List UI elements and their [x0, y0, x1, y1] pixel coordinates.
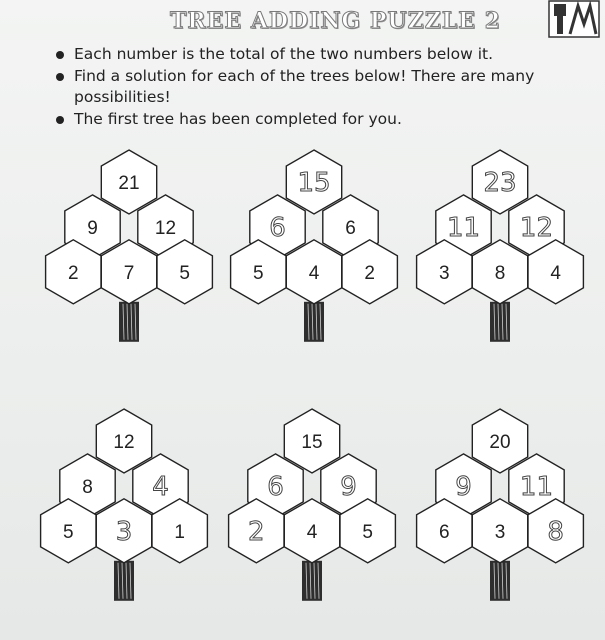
- rule-item: Find a solution for each of the trees below! There are many possibilities!: [56, 66, 576, 108]
- hex-value-mid-right: 11: [519, 471, 554, 502]
- hex-value-mid-right: 12: [154, 217, 177, 239]
- hex-value-mid-right: 9: [340, 471, 357, 502]
- hex-value-bottom-right: 1: [174, 521, 185, 543]
- hex-value-mid-left: 8: [82, 476, 93, 498]
- hex-value-bottom-left: 3: [439, 262, 450, 284]
- puzzle-tree: [231, 150, 398, 342]
- hex-value-mid-left: 11: [446, 212, 481, 243]
- hex-value-top: 12: [113, 432, 135, 453]
- hex-value-bottom-right: 2: [364, 262, 375, 284]
- puzzle-tree: [417, 150, 584, 342]
- puzzle-tree: [229, 409, 396, 601]
- hex-value-mid-left: 6: [269, 212, 286, 243]
- hex-value-bottom-left: 6: [439, 521, 450, 543]
- hex-value-bottom-right: 5: [179, 262, 190, 284]
- puzzle-tree: [46, 150, 213, 342]
- hex-value-mid-right: 12: [519, 212, 554, 243]
- hex-value-bottom-center: 3: [115, 516, 133, 547]
- rule-item: Each number is the total of the two numbers below it.: [56, 44, 576, 65]
- hex-value-bottom-center: 4: [308, 262, 320, 284]
- hex-value-bottom-right: 5: [362, 521, 373, 543]
- hex-value-bottom-left: 5: [253, 262, 264, 284]
- hex-value-mid-left: 9: [455, 471, 472, 502]
- hex-value-top: 21: [118, 173, 140, 194]
- hex-value-bottom-center: 3: [494, 521, 506, 543]
- hex-value-top: 23: [483, 168, 517, 198]
- rule-item: The first tree has been completed for you.: [56, 109, 576, 130]
- hex-value-bottom-center: 4: [306, 521, 318, 543]
- hex-value-top: 15: [301, 432, 323, 453]
- puzzle-tree: [41, 409, 208, 601]
- hex-value-top: 15: [297, 168, 331, 198]
- hex-value-bottom-left: 5: [63, 521, 74, 543]
- hex-value-bottom-left: 2: [248, 516, 265, 547]
- hex-value-bottom-left: 2: [68, 262, 79, 284]
- hex-value-mid-right: 6: [345, 217, 356, 239]
- hex-value-top: 20: [489, 432, 511, 453]
- hex-value-bottom-center: 7: [123, 262, 135, 284]
- hex-value-bottom-right: 4: [550, 262, 561, 284]
- hex-value-mid-right: 4: [152, 471, 169, 502]
- hex-value-mid-left: 6: [267, 471, 284, 502]
- puzzle-tree: [417, 409, 584, 601]
- hex-value-bottom-right: 8: [547, 516, 564, 547]
- worksheet-title: TREE ADDING PUZZLE 2: [170, 8, 501, 34]
- hex-value-bottom-center: 8: [494, 262, 506, 284]
- hex-value-mid-left: 9: [87, 217, 98, 239]
